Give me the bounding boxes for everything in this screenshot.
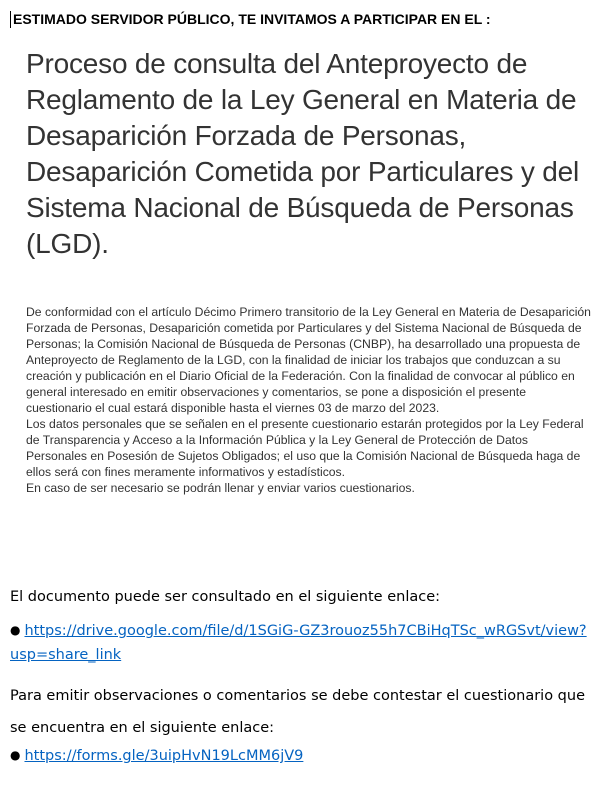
bullet-icon: ● — [10, 748, 21, 762]
invitation-header — [10, 10, 594, 28]
document-link-intro: El documento puede ser consultado en el siguiente enlace: — [10, 589, 441, 605]
form-link-intro: Para emitir observaciones o comentarios se debe contestar el cuestionario que se encuentra en el siguiente enlace: — [10, 688, 585, 736]
consultation-description — [26, 304, 592, 496]
description-paragraph-1: De conformidad con el artículo Décimo Primero transitorio de la Ley General en Materia de Desaparición Forzada de Personas, Desaparición cometida por Particulares y del Sistema Nacional de Búsqueda de Personas; la Comisión Nacional de Búsqueda de Personas (CNBP), ha desarrollado una propuesta de Anteproyecto de Reglamento de la LGD, con la finalidad de iniciar los trabajos que conduzcan a su creación y publicación en el Diario Oficial de la Federación. Con la finalidad de convocar al público en general interesado en emitir observaciones y comentarios, se pone a disposición el presente cuestionario el cual estará disponible hasta el viernes 03 de marzo del 2023. — [26, 305, 591, 415]
description-paragraph-3: En caso de ser necesario se podrán llenar y enviar varios cuestionarios. — [26, 481, 415, 495]
description-paragraph-2: Los datos personales que se señalen en el presente cuestionario estarán protegidos por la Ley Federal de Transparencia y Acceso a la Información Pública y la Ley General de Protección de Datos Personales en Posesión de Sujetos Obligados; el uso que la Comisión Nacional de Búsqueda haga de ellos será con fines meramente informativos y estadísticos. — [26, 417, 584, 479]
bullet-icon: ● — [10, 623, 21, 637]
text-cursor — [10, 11, 11, 28]
document-link[interactable]: https://drive.google.com/file/d/1SGiG-GZ3rouoz55h7CBiHqTSc_wRGSvt/view?usp=share_link — [10, 623, 587, 663]
document-link-item — [10, 618, 594, 667]
form-link-item — [10, 743, 594, 768]
consultation-title: Proceso de consulta del Anteproyecto de Reglamento de la Ley General en Materia de Desaparición Forzada de Personas, Desaparición Cometida por Particulares y del Sistema Nacional de Búsqueda de Personas (LGD). — [26, 48, 580, 259]
form-link[interactable]: https://forms.gle/3uipHvN19LcMM6jV9 — [24, 748, 304, 764]
invitation-text: ESTIMADO SERVIDOR PÚBLICO, TE INVITAMOS A PARTICIPAR EN EL : — [13, 11, 491, 27]
